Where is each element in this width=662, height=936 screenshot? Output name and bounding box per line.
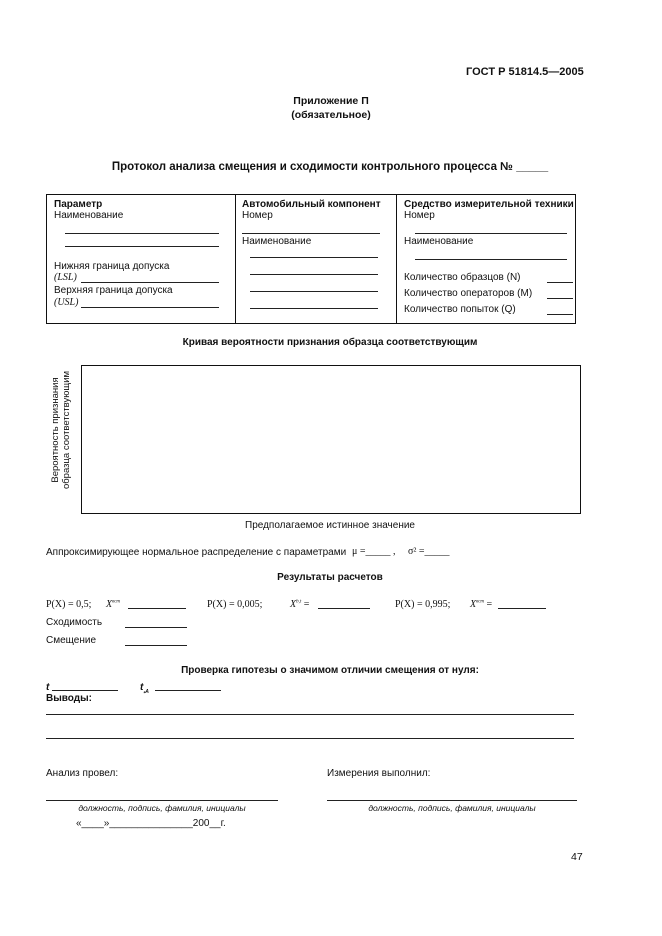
sigma-field[interactable]: σ² =_____ xyxy=(408,546,450,557)
conclusions-label: Выводы: xyxy=(46,693,92,704)
component-name-line-1[interactable] xyxy=(250,257,378,258)
instrument-number-line[interactable] xyxy=(415,233,567,234)
samples-label: Количество образцов (N) xyxy=(404,272,521,283)
result-p-0005: P(X) = 0,005; xyxy=(207,599,263,610)
usl-label: Верхняя граница допуска xyxy=(54,285,173,296)
instrument-name-line[interactable] xyxy=(415,259,567,260)
protocol-title: Протокол анализа смещения и сходимости контрольного процесса № _____ xyxy=(111,161,549,173)
curve-x-axis-label: Предполагаемое истинное значение xyxy=(245,520,415,531)
curve-y-axis-label-line-1: Вероятность признания xyxy=(50,377,61,483)
approximation-text: Аппроксимирующее нормальное распределение с параметрами xyxy=(46,547,347,558)
usl-input-line[interactable] xyxy=(81,307,219,308)
measured-by-caption: должность, подпись, фамилия, инициалы xyxy=(368,803,536,813)
instrument-name-label: Наименование xyxy=(404,236,474,247)
instrument-heading: Средство измерительной техники xyxy=(404,199,574,210)
usl-symbol: (USL) xyxy=(54,297,79,308)
component-name-line-4[interactable] xyxy=(250,308,378,309)
page-number: 47 xyxy=(571,851,583,863)
component-name-label: Наименование xyxy=(242,236,312,247)
parameter-name-line-1[interactable] xyxy=(65,233,219,234)
appendix-title: Приложение П xyxy=(293,95,369,107)
ta-label: $t_{_sA}$ xyxy=(140,682,149,695)
component-heading: Автомобильный компонент xyxy=(242,199,381,210)
measured-by-label: Измерения выполнил: xyxy=(327,768,431,779)
repeatability-label: Сходимость xyxy=(46,617,103,628)
result-x-05-symbol: $X^{вст}$ xyxy=(106,599,121,610)
mu-field[interactable]: μ =_____ , xyxy=(352,546,396,557)
samples-input-line[interactable] xyxy=(547,282,573,283)
conclusions-line-2[interactable] xyxy=(46,738,574,739)
component-name-line-3[interactable] xyxy=(250,291,378,292)
parameter-heading: Параметр xyxy=(54,199,103,210)
lsl-symbol: (LSL) xyxy=(54,272,77,283)
analyzed-by-signature-line[interactable] xyxy=(46,800,278,801)
conclusions-line-1[interactable] xyxy=(46,714,574,715)
standard-number: ГОСТ Р 51814.5—2005 xyxy=(466,66,584,78)
parameters-table xyxy=(46,194,576,324)
parameter-name-label: Наименование xyxy=(54,210,124,221)
probability-curve-plot-area[interactable] xyxy=(81,365,581,514)
component-cell xyxy=(236,195,396,323)
parameter-cell xyxy=(47,195,235,323)
parameter-name-line-2[interactable] xyxy=(65,246,219,247)
bias-label: Смещение xyxy=(46,635,97,646)
instrument-cell xyxy=(397,195,575,323)
analyzed-by-label: Анализ провел: xyxy=(46,768,119,779)
result-x-0005-symbol: X$^{b,t}$ = xyxy=(290,599,310,610)
result-x-05-line[interactable] xyxy=(128,608,186,609)
results-title: Результаты расчетов xyxy=(277,572,383,583)
date-field[interactable]: «____»_______________200__г. xyxy=(76,818,226,829)
bias-input-line[interactable] xyxy=(125,645,187,646)
operators-input-line[interactable] xyxy=(547,298,573,299)
component-number-label: Номер xyxy=(242,210,273,221)
hypothesis-title: Проверка гипотезы о значимом отличии смещения от нуля: xyxy=(181,665,479,676)
trials-input-line[interactable] xyxy=(547,314,573,315)
analyzed-by-caption: должность, подпись, фамилия, инициалы xyxy=(78,803,246,813)
trials-label: Количество попыток (Q) xyxy=(404,304,516,315)
result-p-0995: P(X) = 0,995; xyxy=(395,599,451,610)
curve-title: Кривая вероятности признания образца соответствующим xyxy=(182,337,478,348)
t-input-line[interactable] xyxy=(52,690,118,691)
curve-y-axis-label xyxy=(50,360,72,500)
result-p-05: P(X) = 0,5; xyxy=(46,599,92,610)
curve-y-axis-label-line-2: образца соответствующим xyxy=(61,370,72,490)
result-x-0995-symbol: $X^{вст}$ = xyxy=(470,599,493,610)
lsl-input-line[interactable] xyxy=(81,282,219,283)
repeatability-input-line[interactable] xyxy=(125,627,187,628)
component-name-line-2[interactable] xyxy=(250,274,378,275)
t-label: t xyxy=(46,682,50,693)
result-x-0995-line[interactable] xyxy=(498,608,546,609)
measured-by-signature-line[interactable] xyxy=(327,800,577,801)
result-x-0005-line[interactable] xyxy=(318,608,370,609)
instrument-number-label: Номер xyxy=(404,210,435,221)
operators-label: Количество операторов (M) xyxy=(404,288,533,299)
ta-input-line[interactable] xyxy=(155,690,221,691)
lsl-label: Нижняя граница допуска xyxy=(54,261,170,272)
component-number-line[interactable] xyxy=(242,233,380,234)
appendix-subtitle: (обязательное) xyxy=(291,109,371,121)
